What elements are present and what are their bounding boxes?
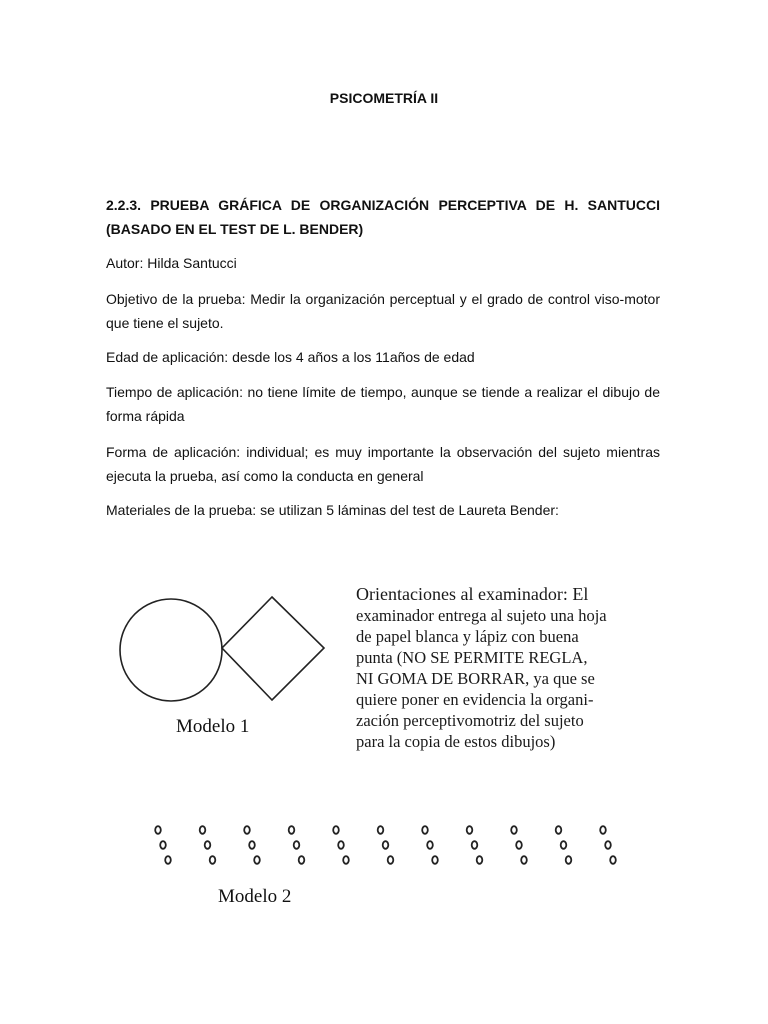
- model2-dot: [299, 856, 305, 864]
- model1-label: Modelo 1: [176, 716, 250, 737]
- model2-dot: [210, 856, 216, 864]
- paragraph-materials: Materiales de la prueba: se utilizan 5 láminas del test de Laureta Bender:: [106, 502, 559, 518]
- model2-dot: [200, 826, 206, 834]
- model2-dot: [155, 826, 161, 834]
- model2-dot: [610, 856, 616, 864]
- model2-dot: [432, 856, 438, 864]
- model2-dot: [600, 826, 606, 834]
- model2-dot: [165, 856, 171, 864]
- examiner-line: NI GOMA DE BORRAR, ya que se: [356, 669, 595, 688]
- examiner-line: para la copia de estos dibujos): [356, 732, 556, 751]
- model2-dot: [566, 856, 572, 864]
- examiner-line: punta (NO SE PERMITE REGLA,: [356, 648, 588, 667]
- model2-dot: [160, 841, 166, 849]
- model2-dot: [343, 856, 349, 864]
- model2-dot: [333, 826, 339, 834]
- paragraph-objective: Objetivo de la prueba: Medir la organización perceptual y el grado de control viso-motor que tiene el sujeto.: [106, 291, 660, 331]
- model2-dot: [294, 841, 300, 849]
- model2-dot: [511, 826, 517, 834]
- model2-dot: [516, 841, 522, 849]
- model1-circle: [120, 599, 222, 701]
- model2-dot: [244, 826, 250, 834]
- model2-dot: [561, 841, 567, 849]
- model2-dot: [383, 841, 389, 849]
- model2-dot: [556, 826, 562, 834]
- model2-dot: [378, 826, 384, 834]
- page-title: PSICOMETRÍA II: [329, 90, 439, 106]
- model2-dot: [521, 856, 527, 864]
- examiner-instructions: [356, 584, 652, 752]
- model2-dot: [388, 856, 394, 864]
- model2-figure: [140, 818, 640, 873]
- model2-dot: [205, 841, 211, 849]
- paragraph-form: Forma de aplicación: individual; es muy importante la observación del sujeto mientras ejecuta la prueba, así como la conducta en general: [106, 444, 660, 484]
- paragraph-time: Tiempo de aplicación: no tiene límite de tiempo, aunque se tiende a realizar el dibujo de forma rápida: [106, 384, 660, 424]
- examiner-line: quiere poner en evidencia la organi-: [356, 690, 594, 709]
- model2-dot: [477, 856, 483, 864]
- model2-label: Modelo 2: [218, 886, 292, 907]
- examiner-line: de papel blanca y lápiz con buena: [356, 627, 579, 646]
- paragraph-author: Autor: Hilda Santucci: [106, 255, 237, 271]
- model2-dot: [467, 826, 473, 834]
- examiner-line: zación perceptivomotriz del sujeto: [356, 711, 584, 730]
- model2-dot: [289, 826, 295, 834]
- examiner-line: examinador entrega al sujeto una hoja: [356, 606, 607, 625]
- model2-dot: [254, 856, 260, 864]
- model2-dot: [422, 826, 428, 834]
- model2-dot: [249, 841, 255, 849]
- model1-diamond: [222, 597, 324, 700]
- model2-dot: [605, 841, 611, 849]
- examiner-line: Orientaciones al examinador: El: [356, 584, 589, 604]
- section-heading: 2.2.3. PRUEBA GRÁFICA DE ORGANIZACIÓN PERCEPTIVA DE H. SANTUCCI (BASADO EN EL TEST DE L. BENDER): [106, 197, 660, 237]
- model2-dot: [427, 841, 433, 849]
- model2-dot: [338, 841, 344, 849]
- paragraph-age: Edad de aplicación: desde los 4 años a los 11años de edad: [106, 349, 475, 365]
- model2-dot: [472, 841, 478, 849]
